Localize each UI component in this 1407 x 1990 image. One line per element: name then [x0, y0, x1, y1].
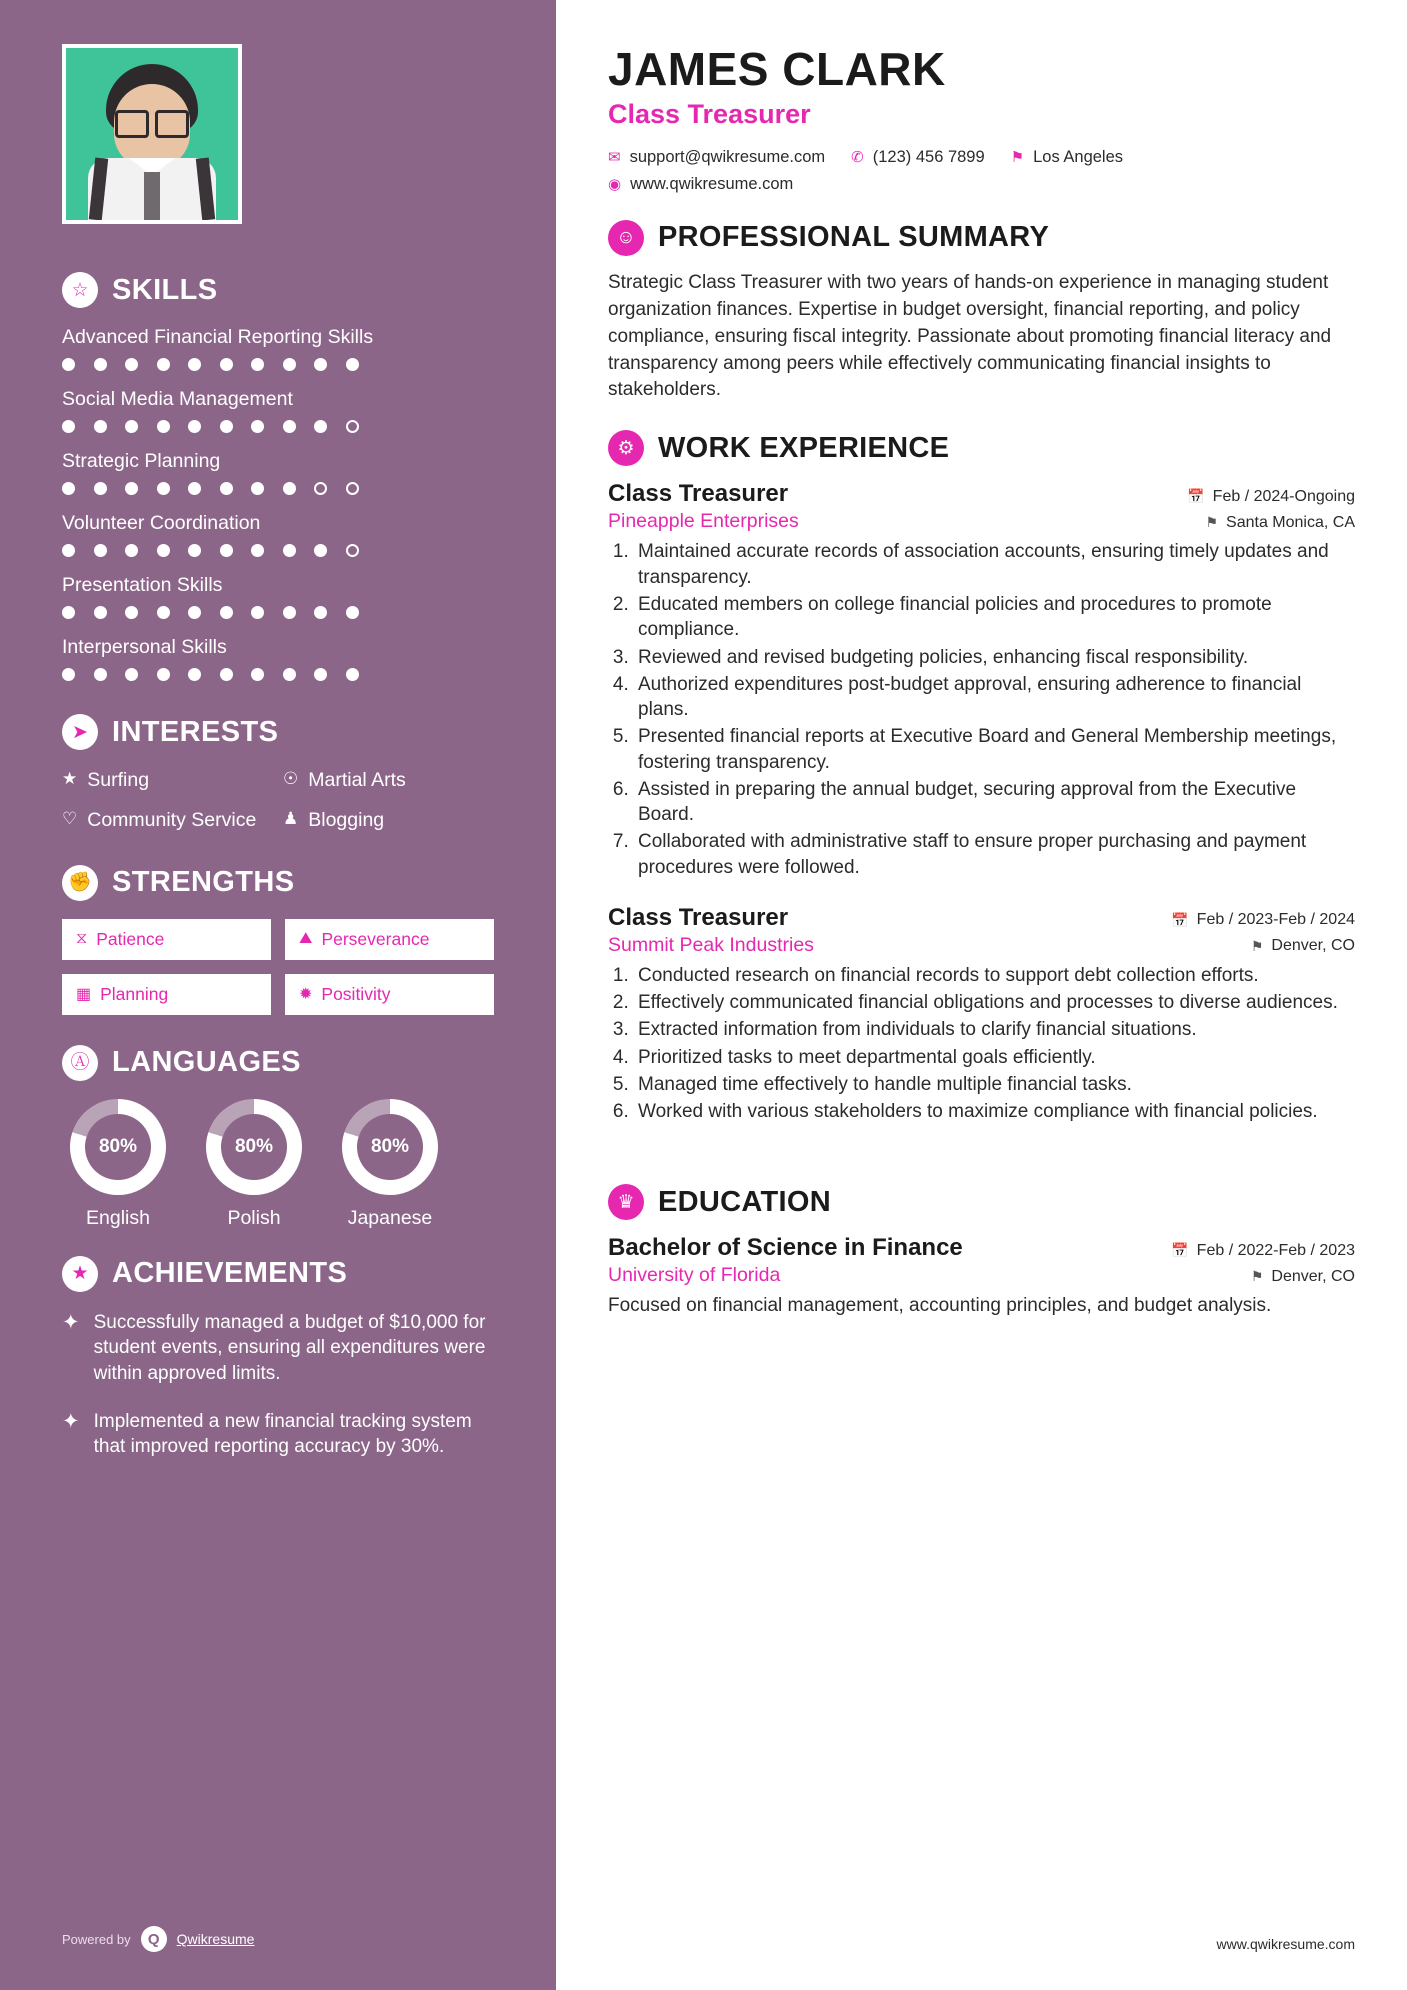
skill-item: [62, 388, 494, 433]
paper-plane-icon: ➤: [62, 714, 98, 750]
strengths-title: STRENGTHS: [112, 866, 295, 899]
education-title: EDUCATION: [658, 1185, 831, 1218]
experience-item: [608, 904, 1355, 1125]
achievements-section: [62, 1256, 494, 1460]
experience-bullet: 6. Assisted in preparing the annual budget, securing approval from the Executive Board.: [634, 777, 1355, 828]
skills-heading: [62, 272, 494, 308]
experience-bullet: 1. Maintained accurate records of association accounts, ensuring timely updates and transparency.: [634, 539, 1355, 590]
experience-date: [1171, 911, 1355, 929]
experience-company: Pineapple Enterprises: [608, 510, 799, 533]
contact-row-secondary: [608, 175, 1355, 194]
skills-section: [62, 272, 494, 681]
skill-rating: [62, 668, 494, 681]
contact-phone-text: (123) 456 7899: [872, 147, 985, 166]
footer-website: www.qwikresume.com: [1216, 1936, 1355, 1952]
strength-label: Perseverance: [321, 928, 430, 949]
briefcase-icon: ⚙: [608, 430, 644, 466]
languages-heading: [62, 1045, 494, 1081]
skill-rating: [62, 358, 494, 371]
job-role-subtitle: Class Treasurer: [608, 98, 811, 129]
page-title: JAMES CLARK: [608, 43, 946, 95]
languages-section: [62, 1045, 494, 1230]
strengths-section: [62, 865, 494, 1015]
location-pin-icon: ⚑: [1205, 514, 1219, 531]
contact-website-text: www.qwikresume.com: [630, 174, 794, 193]
skill-rating: [62, 606, 494, 619]
contact-location: [1011, 148, 1123, 167]
strengths-heading: [62, 865, 494, 901]
skill-label: Strategic Planning: [62, 450, 221, 472]
star-rise-icon: ✦: [62, 1310, 80, 1334]
calendar-icon: 📅: [1187, 488, 1205, 505]
experience-bullet: 5. Presented financial reports at Executive Board and General Membership meetings, fostering transparency.: [634, 724, 1355, 775]
language-item: [62, 1099, 174, 1230]
skill-item: [62, 574, 494, 619]
education-date-text: Feb / 2022-Feb / 2023: [1196, 1241, 1355, 1259]
location-pin-icon: ⚑: [1010, 149, 1025, 167]
languages-title: LANGUAGES: [112, 1046, 301, 1079]
achievement-text: Implemented a new financial tracking system that improved reporting accuracy by 30%.: [93, 1410, 472, 1458]
interest-item: [283, 768, 494, 792]
profile-photo-frame: [62, 44, 242, 224]
contact-phone[interactable]: [851, 148, 985, 167]
main-content: [556, 0, 1407, 1990]
skill-rating: [62, 420, 494, 433]
skill-label: Advanced Financial Reporting Skills: [62, 326, 374, 348]
experience-date-text: Feb / 2024-Ongoing: [1212, 487, 1355, 505]
education-heading: [608, 1184, 1355, 1220]
experience-bullet: 7. Collaborated with administrative staff to ensure proper purchasing and payment procedures were followed.: [634, 829, 1355, 880]
education-degree: Bachelor of Science in Finance: [608, 1234, 963, 1262]
translate-icon: Ⓐ: [62, 1045, 98, 1081]
experience-company: Summit Peak Industries: [608, 933, 814, 956]
qwikresume-logo-icon: Q: [141, 1926, 167, 1952]
strength-item: [62, 974, 271, 1015]
language-progress-ring: [206, 1099, 302, 1195]
interest-label: Surfing: [87, 769, 150, 791]
experience-item: [608, 480, 1355, 879]
interest-label: Martial Arts: [308, 769, 406, 791]
experience-date-text: Feb / 2023-Feb / 2024: [1196, 911, 1355, 929]
skill-item: [62, 326, 494, 371]
skills-title: SKILLS: [112, 273, 218, 306]
interest-item: [62, 808, 273, 832]
professional-summary-title: PROFESSIONAL SUMMARY: [658, 221, 1050, 254]
achievement-item: [62, 1310, 494, 1387]
sun-icon: ✹: [299, 986, 313, 1004]
experience-bullet: 4. Prioritized tasks to meet departmental goals efficiently.: [634, 1045, 1355, 1070]
calendar-icon: 📅: [1171, 911, 1189, 928]
calendar-icon: ▦: [76, 986, 92, 1004]
work-experience-heading: [608, 430, 1355, 466]
star-badge-icon: ★: [62, 1256, 98, 1292]
avatar: [66, 48, 238, 220]
language-percent: 80%: [85, 1114, 151, 1180]
skill-item: [62, 512, 494, 557]
strength-label: Patience: [96, 928, 165, 949]
professional-summary-text: Strategic Class Treasurer with two years of hands-on experience in managing student organization finances. Expertise in budget oversight, financial reporting, and policy compliance, ensuring fiscal integrity. Passionate about promoting financial literacy and transparency among peers while effectively communicating financial insights to stakeholders.: [608, 271, 1332, 401]
language-label: Japanese: [347, 1206, 433, 1229]
language-item: [198, 1099, 310, 1230]
experience-bullet: 6. Worked with various stakeholders to maximize compliance with financial policies.: [634, 1099, 1355, 1124]
globe-icon: ◉: [608, 176, 622, 194]
martial-arts-icon: ☉: [283, 769, 299, 788]
experience-location-text: Denver, CO: [1271, 937, 1355, 955]
language-progress-ring: [342, 1099, 438, 1195]
skill-rating: [62, 544, 494, 557]
skill-rating: [62, 482, 494, 495]
experience-bullet: 3. Extracted information from individuals to clarify financial situations.: [634, 1017, 1355, 1042]
skill-label: Social Media Management: [62, 388, 293, 410]
experience-bullet: 1. Conducted research on financial records to support debt collection efforts.: [634, 963, 1355, 988]
calendar-icon: 📅: [1171, 1242, 1189, 1259]
people-icon: ♟: [283, 809, 299, 829]
achievements-title: ACHIEVEMENTS: [112, 1257, 348, 1290]
skill-label: Interpersonal Skills: [62, 636, 227, 658]
experience-bullets: [634, 963, 1355, 1125]
interest-label: Blogging: [308, 809, 385, 832]
professional-summary-section: [608, 220, 1355, 405]
skill-item: [62, 636, 494, 681]
education-location: [1251, 1268, 1355, 1286]
fist-icon: ✊: [62, 865, 98, 901]
experience-location-text: Santa Monica, CA: [1226, 513, 1355, 531]
experience-bullet: 2. Educated members on college financial policies and procedures to promote compliance.: [634, 592, 1355, 643]
education-item: [608, 1234, 1355, 1319]
graduation-cap-icon: ♛: [608, 1184, 644, 1220]
language-label: Polish: [227, 1206, 281, 1229]
work-experience-title: WORK EXPERIENCE: [658, 431, 950, 464]
experience-bullets: [634, 539, 1355, 879]
education-date: [1171, 1242, 1355, 1260]
interest-item: [62, 768, 273, 792]
strength-item: [285, 919, 494, 960]
contact-email-text: support@qwikresume.com: [629, 147, 826, 166]
experience-bullet: 4. Authorized expenditures post-budget approval, ensuring adherence to financial plans.: [634, 672, 1355, 723]
work-experience-section: [608, 430, 1355, 1124]
strength-label: Positivity: [321, 983, 391, 1004]
education-section: [608, 1184, 1355, 1319]
language-label: English: [86, 1206, 150, 1229]
star-icon: ★: [62, 769, 78, 788]
experience-bullet: 2. Effectively communicated financial obligations and processes to diverse audiences.: [634, 990, 1355, 1015]
experience-bullet: 5. Managed time effectively to handle multiple financial tasks.: [634, 1072, 1355, 1097]
experience-location: [1205, 514, 1355, 532]
interests-title: INTERESTS: [112, 715, 279, 748]
hourglass-icon: ⧖: [76, 930, 88, 948]
achievement-text: Successfully managed a budget of $10,000 for student events, ensuring all expenditures were within approved limits.: [93, 1311, 486, 1385]
strength-item: [62, 919, 271, 960]
location-pin-icon: ⚑: [1250, 1268, 1264, 1285]
lightbulb-icon: ☆: [62, 272, 98, 308]
experience-job-title: Class Treasurer: [608, 903, 789, 931]
achievements-heading: [62, 1256, 494, 1292]
interests-section: [62, 714, 494, 833]
interest-label: Community Service: [87, 809, 257, 832]
hand-heart-icon: ♡: [62, 809, 78, 829]
experience-date: [1187, 488, 1355, 506]
strength-label: Planning: [100, 983, 169, 1004]
contact-email[interactable]: [608, 148, 825, 167]
star-rise-icon: ✦: [62, 1409, 80, 1433]
language-percent: 80%: [357, 1114, 423, 1180]
contact-website[interactable]: [608, 175, 793, 194]
achievement-item: [62, 1409, 494, 1460]
language-progress-ring: [70, 1099, 166, 1195]
qwikresume-link[interactable]: Qwikresume: [176, 1931, 255, 1947]
skill-label: Presentation Skills: [62, 574, 223, 596]
mountain-icon: ⛰: [299, 930, 313, 948]
location-pin-icon: ⚑: [1250, 937, 1264, 954]
interest-item: [283, 808, 494, 832]
sidebar: [0, 0, 556, 1990]
language-percent: 80%: [221, 1114, 287, 1180]
experience-location: [1251, 937, 1355, 955]
skill-item: [62, 450, 494, 495]
language-item: [334, 1099, 446, 1230]
contact-location-text: Los Angeles: [1033, 147, 1124, 166]
powered-by: [62, 1926, 254, 1952]
strength-item: [285, 974, 494, 1015]
education-location-text: Denver, CO: [1271, 1267, 1355, 1285]
education-school: University of Florida: [608, 1264, 781, 1287]
phone-icon: ✆: [851, 149, 864, 167]
envelope-icon: ✉: [608, 149, 621, 167]
skill-label: Volunteer Coordination: [62, 512, 261, 534]
education-description: Focused on financial management, accounting principles, and budget analysis.: [608, 1295, 1272, 1317]
contact-row-primary: [608, 148, 1355, 167]
interests-heading: [62, 714, 494, 750]
experience-bullet: 3. Reviewed and revised budgeting policies, enhancing fiscal responsibility.: [634, 645, 1355, 670]
user-circle-icon: ☺: [608, 220, 644, 256]
powered-by-label: Powered by: [62, 1931, 131, 1947]
professional-summary-heading: [608, 220, 1355, 256]
experience-job-title: Class Treasurer: [608, 480, 789, 508]
